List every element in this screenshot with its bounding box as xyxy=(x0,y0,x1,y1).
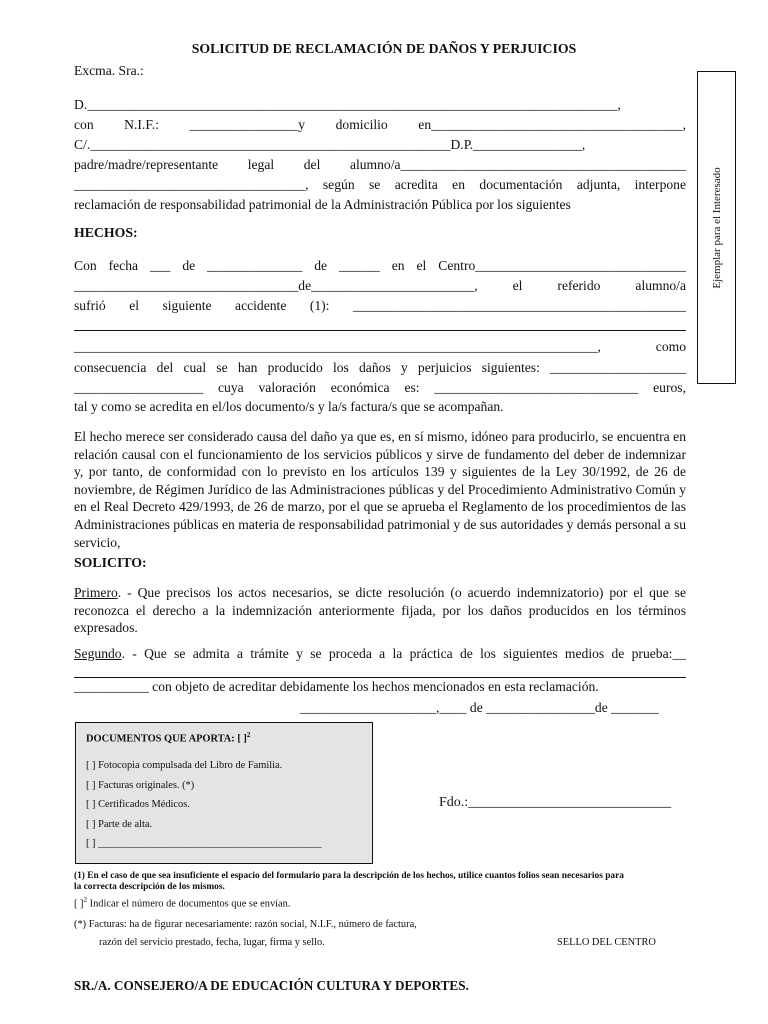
request-first xyxy=(74,584,686,637)
request-heading: SOLICITO: xyxy=(74,555,147,570)
facts-line-5[interactable]: _____________________________________________________________________________, como xyxy=(74,339,686,354)
note-1-line-2: la correcta descripción de los mismos. xyxy=(74,882,225,892)
addressee: SR./A. CONSEJERO/A DE EDUCACIÓN CULTURA Y DEPORTES. xyxy=(74,978,469,993)
copy-label: Ejemplar para el Interesado xyxy=(710,166,723,289)
applicant-line-2[interactable]: con N.I.F.: ________________y domicilio en_____________________________________, xyxy=(74,117,686,132)
applicant-line-4[interactable]: padre/madre/representante legal del alumno/a__________________________________________ xyxy=(74,157,686,172)
applicant-line-5[interactable]: __________________________________, según se acredita en documentación adjunta, interpone xyxy=(74,177,686,192)
document-item[interactable]: [ ] Certificados Médicos. xyxy=(86,799,190,810)
note-3-line-1: (*) Facturas: ha de figurar necesariamente: razón social, N.I.F., número de factura, xyxy=(74,919,417,930)
document-item[interactable]: [ ] Parte de alta. xyxy=(86,819,153,830)
note-1-line-1: (1) En el caso de que sea insuficiente el espacio del formulario para la descripción de los hechos, utilice cuantos folios sean necesarios para xyxy=(74,871,624,881)
request-second[interactable] xyxy=(74,645,686,663)
document-item[interactable]: [ ] ___________________________________________ xyxy=(86,838,322,849)
copy-label-box xyxy=(697,71,736,384)
request-second-line-3[interactable]: ___________ con objeto de acreditar debidamente los hechos mencionados en esta reclamación. xyxy=(74,679,599,694)
document-item[interactable]: [ ] Fotocopia compulsada del Libro de Familia. xyxy=(86,760,283,771)
facts-line-7[interactable]: ___________________ cuya valoración económica es: ______________________________ euros, xyxy=(74,380,686,395)
date-line[interactable]: ____________________,____ de ________________de _______ xyxy=(300,700,659,715)
signature-line[interactable]: Fdo.:_____________________________ xyxy=(439,795,672,810)
documents-box xyxy=(75,722,373,864)
facts-line-2[interactable]: _________________________________de________________________, el referido alumno/a xyxy=(74,278,686,293)
document-item[interactable]: [ ] Facturas originales. (*) xyxy=(86,780,195,791)
page-title: SOLICITUD DE RECLAMACIÓN DE DAÑOS Y PERJUICIOS xyxy=(191,41,577,56)
facts-line-8: tal y como se acredita en el/los documento/s y la/s factura/s que se acompañan. xyxy=(74,399,504,414)
facts-line-6[interactable]: consecuencia del cual se han producido los daños y perjuicios siguientes: ____________________ xyxy=(74,360,686,375)
school-stamp-label: SELLO DEL CENTRO xyxy=(557,937,656,948)
legal-paragraph: El hecho merece ser considerado causa del daño ya que es, en sí mismo, idóneo para producirlo, se encuentra en relación causal con el funcionamiento de los servicios públicos y sirve de fundamento del deber de indemnizar y, por tanto, de conformidad con lo previsto en los artículos 139 y siguientes de la Ley 30/1992, de 26 de noviembre, de Régimen Jurídico de las Administraciones públicas y del Procedimiento Administrativo Común y en el Real Decreto 429/1993, de 26 de marzo, por el que se aprueba el Reglamento de los procedimientos de las Administraciones públicas en materia de responsabilidad patrimonial y de sus autoridades y demás personal a su servicio, xyxy=(74,429,686,550)
applicant-line-3[interactable]: C/._____________________________________________________D.P.________________, xyxy=(74,137,586,152)
second-text: . - Que se admita a trámite y se proceda a la práctica de los siguientes medios de prueba:__ xyxy=(121,646,686,661)
note-3-line-2: razón del servicio prestado, fecha, lugar, firma y sello. xyxy=(99,937,325,948)
salutation: Excma. Sra.: xyxy=(74,63,144,78)
first-label: Primero xyxy=(74,585,118,600)
first-text: . - Que precisos los actos necesarios, se dicte resolución (o acuerdo indemnizatorio) por el que se reconozca el derecho a la indemnización anteriormente fijada, por los daños producidos en los términos expresados. xyxy=(74,585,686,636)
applicant-line-1[interactable]: D.______________________________________________________________________________, xyxy=(74,97,621,112)
facts-line-1[interactable]: Con fecha ___ de ______________ de ______ en el Centro_______________________________ xyxy=(74,258,686,273)
facts-line-3[interactable]: sufrió el siguiente accidente (1): _________________________________________________ xyxy=(74,298,686,313)
note-2: [ ]$^2$ Indicar el número de documentos que se envían. xyxy=(74,896,291,910)
facts-heading: HECHOS: xyxy=(74,225,138,240)
applicant-line-6: reclamación de responsabilidad patrimonial de la Administración Pública por los siguientes xyxy=(74,197,571,212)
evidence-blank-line[interactable] xyxy=(74,677,686,678)
second-label: Segundo xyxy=(74,646,122,661)
facts-blank-line[interactable] xyxy=(74,330,686,331)
documents-heading: DOCUMENTOS QUE APORTA: [ ]$^2$ xyxy=(86,731,251,745)
